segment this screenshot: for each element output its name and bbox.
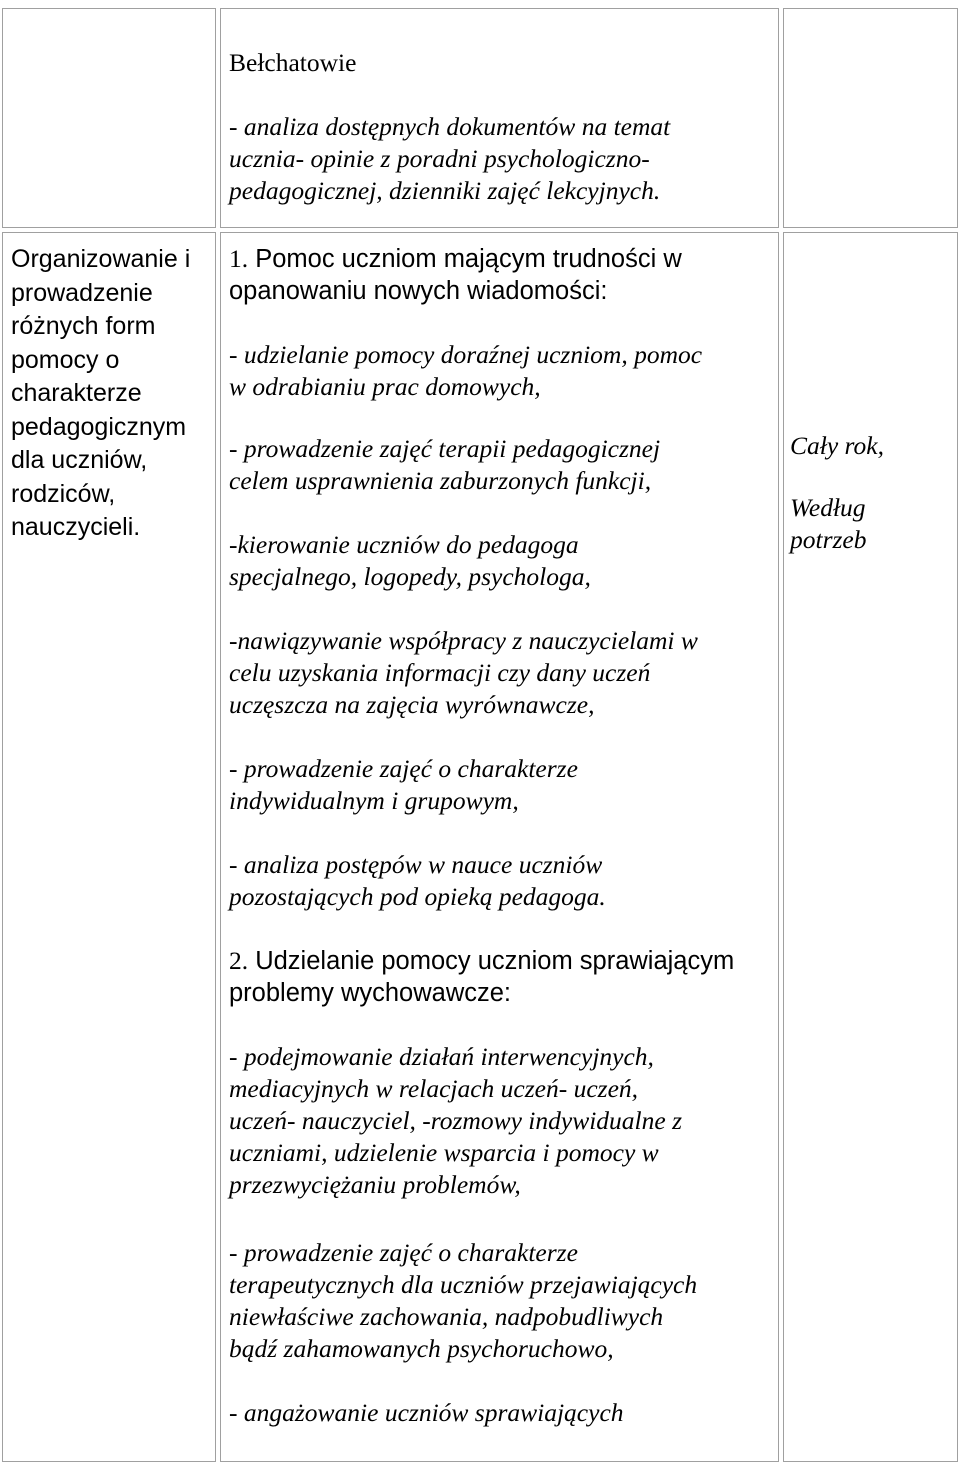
paragraph-line: - podejmowanie działań interwencyjnych, xyxy=(229,1042,654,1071)
as-needed-line: potrzeb xyxy=(790,525,867,554)
paragraph-line: - prowadzenie zajęć o charakterze xyxy=(229,1238,578,1267)
paragraph-urgent-help xyxy=(229,339,702,403)
paragraph-line: - udzielanie pomocy doraźnej uczniom, pomoc xyxy=(229,340,703,369)
paragraph-intervention xyxy=(229,1041,682,1201)
paragraph-line: - analiza postępów w nauce uczniów xyxy=(229,850,603,879)
paragraph-line: -kierowanie uczniów do pedagoga xyxy=(229,530,579,559)
as-needed-text xyxy=(790,492,867,556)
paragraph-line: w odrabianiu prac domowych, xyxy=(229,372,541,401)
paragraph-line: - prowadzenie zajęć terapii pedagogicznej xyxy=(229,434,661,463)
task-line: prowadzenie xyxy=(11,278,153,307)
section2-heading xyxy=(229,945,734,1009)
paragraph-line: przezwyciężaniu problemów, xyxy=(229,1170,521,1199)
paragraph-line: pozostających pod opieką pedagoga. xyxy=(229,882,606,911)
task-description xyxy=(11,243,190,545)
task-line: rodziców, xyxy=(11,479,116,508)
analysis-paragraph xyxy=(229,111,670,207)
paragraph-line: specjalnego, logopedy, psychologa, xyxy=(229,562,591,591)
paragraph-progress xyxy=(229,849,606,913)
paragraph-line: celem usprawnienia zaburzonych funkcji, xyxy=(229,466,652,495)
row1-left-cell xyxy=(2,8,216,228)
paragraph-line: uczęszcza na zajęcia wyrównawcze, xyxy=(229,690,595,719)
paragraph-line: uczniami, udzielenie wsparcia i pomocy w xyxy=(229,1138,659,1167)
row2-middle-cell xyxy=(220,232,779,1462)
paragraph-classes xyxy=(229,753,578,817)
analysis-line: - analiza dostępnych dokumentów na temat xyxy=(229,112,671,141)
timeframe-text: Cały rok, xyxy=(790,431,884,460)
task-line: charakterze xyxy=(11,379,142,407)
location-text: Bełchatowie xyxy=(229,48,357,77)
section1-heading xyxy=(229,243,682,307)
paragraph-therapeutic-classes xyxy=(229,1237,697,1365)
paragraph-line: -nawiązywanie współpracy z nauczycielami w xyxy=(229,626,698,655)
section2-title-line2: problemy wychowawcze: xyxy=(229,979,512,1007)
row2-left-cell xyxy=(2,232,216,1462)
paragraph-line: - prowadzenie zajęć o charakterze xyxy=(229,754,578,783)
paragraph-line: mediacyjnych w relacjach uczeń- uczeń, xyxy=(229,1074,639,1103)
paragraph-cooperation xyxy=(229,625,698,721)
paragraph-line: terapeutycznych dla uczniów przejawiających xyxy=(229,1270,698,1299)
paragraph-line: indywidualnym i grupowym, xyxy=(229,786,519,815)
section1-title-line2: opanowaniu nowych wiadomości: xyxy=(229,277,608,305)
row2-right-cell xyxy=(783,232,958,1462)
paragraph-line: celu uzyskania informacji czy dany uczeń xyxy=(229,658,651,687)
paragraph-engaging xyxy=(229,1397,624,1429)
analysis-line: pedagogicznej, dzienniki zajęć lekcyjnych. xyxy=(229,176,661,205)
task-line: nauczycieli. xyxy=(11,513,141,541)
section2-number: 2. xyxy=(229,946,249,975)
row1-middle-cell xyxy=(220,8,779,228)
task-line: pomocy o xyxy=(11,345,120,374)
task-line: dla uczniów, xyxy=(11,446,148,474)
task-line: Organizowanie i xyxy=(11,245,191,273)
as-needed-line: Według xyxy=(790,493,866,522)
section1-number: 1. xyxy=(229,244,249,273)
row1-right-cell xyxy=(783,8,958,228)
paragraph-line: bądź zahamowanych psychoruchowo, xyxy=(229,1334,614,1363)
task-line: pedagogicznym xyxy=(11,412,187,441)
section1-title: Pomoc uczniom mającym trudności w xyxy=(248,245,682,273)
section2-title: Udzielanie pomocy uczniom sprawiającym xyxy=(248,947,735,975)
paragraph-line: - angażowanie uczniów sprawiających xyxy=(229,1398,624,1427)
paragraph-line: uczeń- nauczyciel, -rozmowy indywidualne z xyxy=(229,1106,682,1135)
analysis-line: ucznia- opinie z poradni psychologiczno- xyxy=(229,144,650,173)
paragraph-line: niewłaściwe zachowania, nadpobudliwych xyxy=(229,1302,664,1331)
task-line: różnych form xyxy=(11,312,156,340)
paragraph-referral xyxy=(229,529,591,593)
paragraph-therapy xyxy=(229,433,660,497)
